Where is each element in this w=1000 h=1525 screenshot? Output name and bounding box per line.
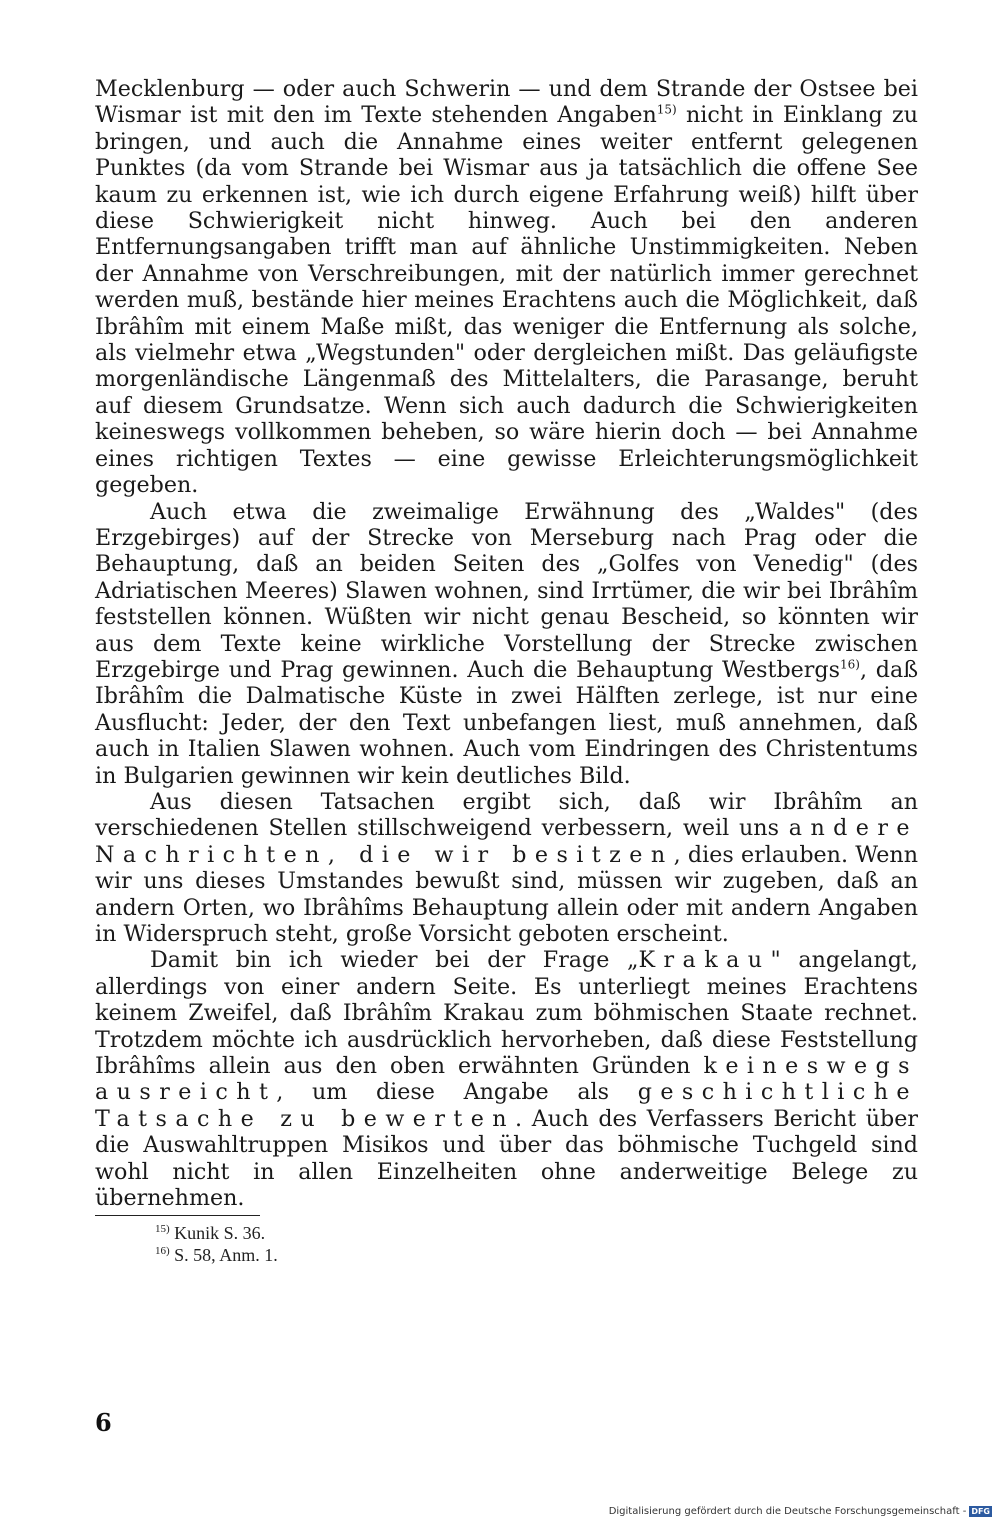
paragraph xyxy=(95,947,918,1211)
paragraph xyxy=(95,76,918,499)
text-run: Aus diesen Tatsachen ergibt sich, daß wir Ibrâhîm an verschiedenen Stellen stillschweigend verbessern, weil uns xyxy=(95,788,918,842)
text-run: nicht in Einklang zu bringen, und auch die Annahme eines weiter entfernt gelegenen Punktes (da vom Strande bei Wismar aus ja tatsächlich die offene See kaum zu erkennen ist, wie ich durch eigene Erfahrung weiß) hilft über diese Schwierigkeit nicht hinweg. Auch bei den anderen Entfernungsangaben trifft man auf ähnliche Unstimmigkeiten. Neben der Annahme von Verschreibungen, mit der natürlich immer gerechnet werden muß, bestände hier meines Erachtens auch die Möglichkeit, daß Ibrâhîm mit einem Maße mißt, das weniger die Entfernung als solche, als vielmehr etwa „Wegstunden" oder dergleichen mißt. Das geläufigste morgenländische Längenmaß des Mittelalters, die Parasange, beruht auf diesem Grundsatze. Wenn sich auch dadurch die Schwierigkeiten keineswegs vollkommen beheben, so wäre hierin doch — bei Annahme eines richtigen Textes — eine gewisse Erleichterungsmöglichkeit gegeben. xyxy=(95,102,918,499)
footnote-rule xyxy=(95,1215,260,1216)
footnote-mark: 16) xyxy=(155,1245,170,1258)
paragraph xyxy=(95,789,918,947)
paragraph xyxy=(95,499,918,789)
footnote xyxy=(155,1222,918,1244)
text-run: " angelangt, allerdings von einer andern Seite. Es unterliegt meines Erachtens keinem Zweifel, daß Ibrâhîm Krakau zum böhmischen Staate rechnet. Trotzdem möchte ich ausdrücklich hervorheben, daß diese Feststellung Ibrâhîms allein aus den oben erwähnten Gründen xyxy=(95,947,918,1080)
footnote xyxy=(155,1244,918,1266)
text-run: , daß Ibrâhîm die Dalmatische Küste in zwei Hälften zerlege, ist nur eine Ausflucht: Jeder, der den Text unbefangen liest, muß annehmen, daß auch in Italien Slawen wohnen. Auch vom Eindringen des Christentums in Bulgarien gewinnen wir kein deutliches Bild. xyxy=(95,656,919,789)
footnotes xyxy=(95,1222,918,1266)
text-run: , dies erlauben. Wenn wir uns dieses Umstandes bewußt sind, müssen wir zugeben, daß an andern Orten, wo Ibrâhîms Behauptung allein oder mit andern Angaben in Widerspruch steht, große Vorsicht geboten erscheint. xyxy=(95,841,919,947)
text-run: Damit bin ich wieder bei der Frage „ xyxy=(150,947,639,974)
spaced-emphasis: geschichtliche Tatsache zu bewerten xyxy=(95,1079,918,1132)
text-run: Mecklenburg — oder auch Schwerin — und dem Strande der Ostsee bei Wismar ist mit den im Texte stehenden Angaben xyxy=(95,76,918,129)
dfg-logo: DFG xyxy=(971,1507,990,1516)
footnote-ref: 16) xyxy=(840,657,860,672)
dfg-credit xyxy=(609,1506,992,1517)
footnote-text: Kunik S. 36. xyxy=(169,1223,266,1244)
spaced-emphasis: keineswegs ausreicht xyxy=(95,1053,918,1106)
text-run: , um diese Angabe als xyxy=(276,1079,638,1106)
text-run: . Auch des Verfassers Bericht über die Auswahltruppen Misikos und über das böhmische Tuchgeld sind wohl nicht in allen Einzelheiten ohne anderweitige Belege zu übernehmen. xyxy=(95,1105,918,1212)
body-text xyxy=(95,76,918,1211)
spaced-emphasis: Krakau xyxy=(638,947,771,974)
dfg-credit-text: Digitalisierung gefördert durch die Deutsche Forschungsgemeinschaft - xyxy=(608,1506,967,1517)
page-body xyxy=(95,76,918,1266)
footnote-text: S. 58, Anm. 1. xyxy=(169,1245,278,1266)
page-number: 6 xyxy=(95,1408,112,1437)
footnote-ref: 15) xyxy=(656,103,677,118)
text-run: Auch etwa die zweimalige Erwähnung des „Waldes" (des Erzgebirges) auf der Strecke von Merseburg nach Prag oder die Behauptung, daß an beiden Seiten des „Golfes von Venedig" (des Adriatischen Meeres) Slawen wohnen, sind Irrtümer, die wir bei Ibrâhîm feststellen können. Wüßten wir nicht genau Bescheid, so könnten wir aus dem Texte keine wirkliche Vorstellung der Strecke zwischen Erzgebirge und Prag gewinnen. Auch die Behauptung Westbergs xyxy=(95,498,918,683)
footnote-mark: 15) xyxy=(155,1223,170,1236)
spaced-emphasis: andere Nachrichten, die wir besitzen xyxy=(95,815,918,868)
